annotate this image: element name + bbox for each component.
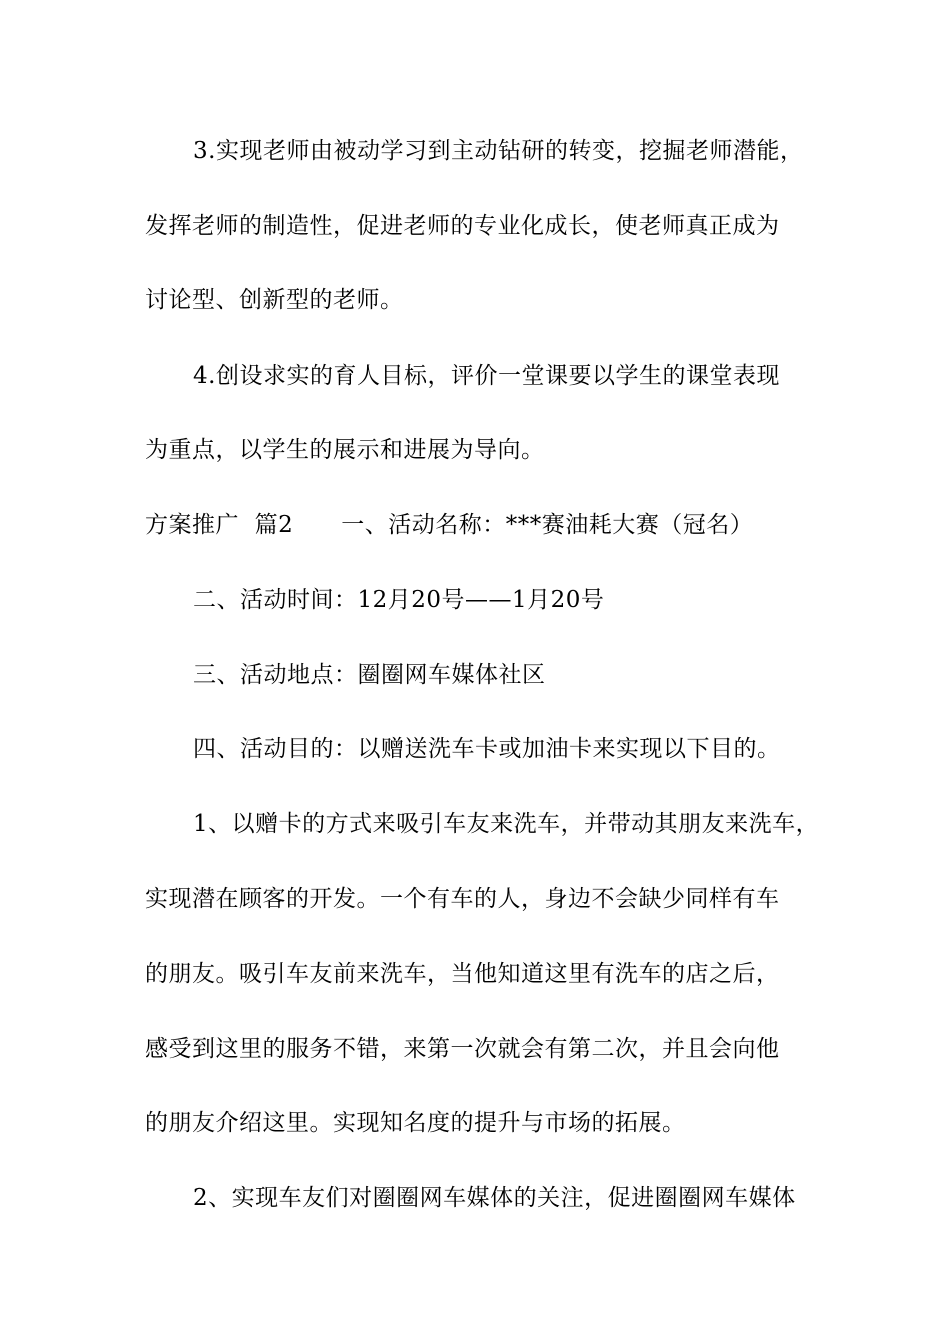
activity-purpose: 四、活动目的：以赠送洗车卡或加油卡来实现以下目的。 — [193, 736, 781, 762]
paragraph-line: 2、实现车友们对圈圈网车媒体的关注，促进圈圈网车媒体 — [193, 1185, 796, 1211]
paragraph-line: 实现潜在顾客的开发。一个有车的人，身边不会缺少同样有车 — [145, 886, 780, 912]
section-heading-line — [0, 510, 950, 540]
paragraph-line: 讨论型、创新型的老师。 — [145, 287, 404, 313]
activity-time: 二、活动时间：12月20号——1月20号 — [193, 587, 605, 613]
paragraph-line: 感受到这里的服务不错，来第一次就会有第二次，并且会向他 — [145, 1036, 780, 1062]
paragraph-line: 1、以赠卡的方式来吸引车友来洗车，并带动其朋友来洗车， — [193, 811, 820, 837]
section-heading: 方案推广 篇2 — [145, 512, 294, 538]
paragraph-line: 的朋友。吸引车友前来洗车，当他知道这里有洗车的店之后， — [145, 961, 780, 987]
paragraph-line: 3.实现老师由被动学习到主动钻研的转变，挖掘老师潜能， — [193, 138, 804, 164]
paragraph-line: 4.创设求实的育人目标，评价一堂课要以学生的课堂表现 — [193, 363, 780, 389]
paragraph-line: 发挥老师的制造性，促进老师的专业化成长，使老师真正成为 — [145, 213, 780, 239]
paragraph-line: 为重点，以学生的展示和进展为导向。 — [145, 437, 545, 463]
paragraph-line: 的朋友介绍这里。实现知名度的提升与市场的拓展。 — [145, 1110, 686, 1136]
activity-location: 三、活动地点：圈圈网车媒体社区 — [193, 662, 546, 688]
activity-name: 一、活动名称：***赛油耗大赛（冠名） — [341, 512, 754, 538]
